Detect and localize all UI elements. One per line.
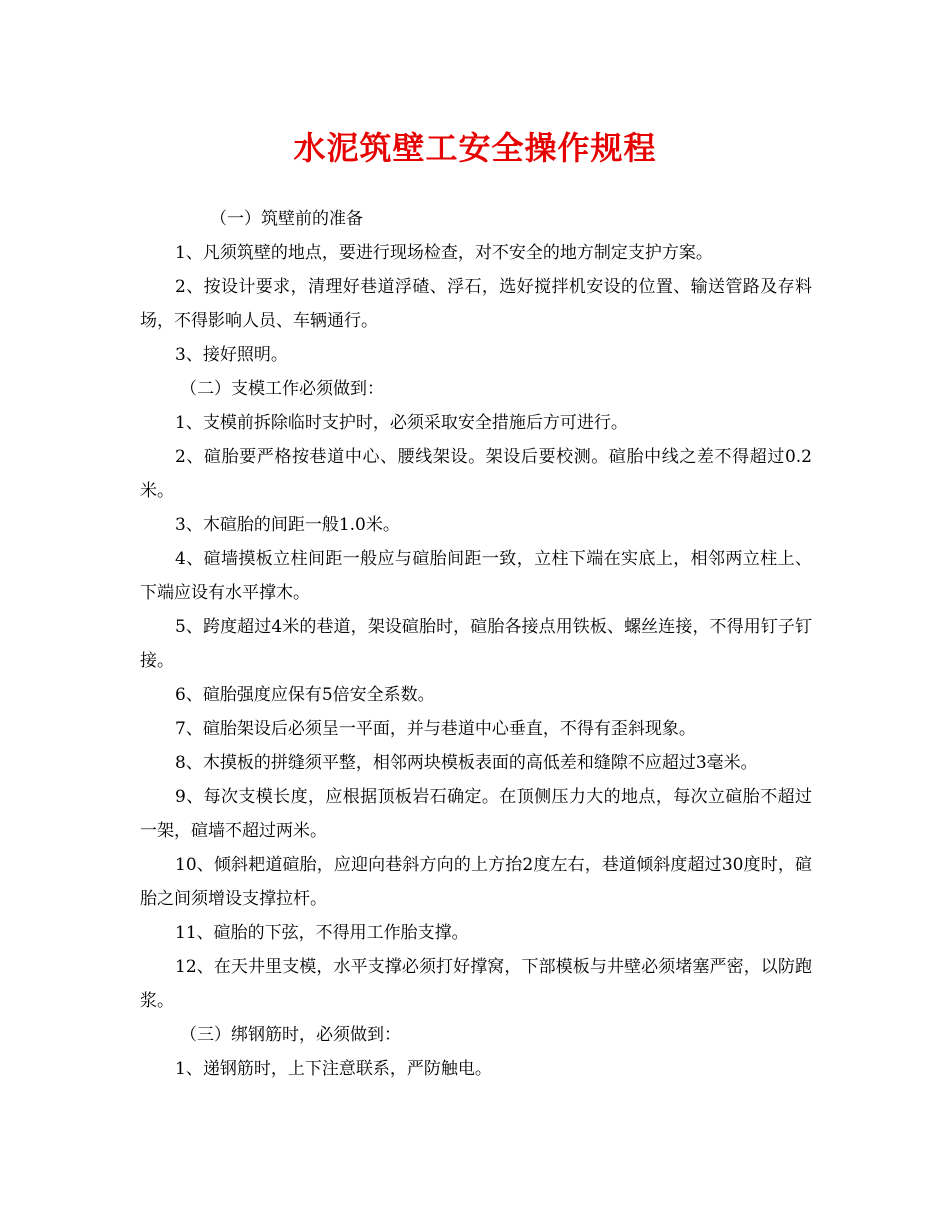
paragraph: 5、跨度超过4米的巷道，架设碹胎时，碹胎各接点用铁板、螺丝连接，不得用钉子钉接。 [140,617,812,671]
paragraph: 3、接好照明。 [175,345,288,365]
document-body [140,202,812,1086]
paragraph: 10、倾斜耙道碹胎，应迎向巷斜方向的上方抬2度左右，巷道倾斜度超过30度时，碹胎之间须增设支撑拉杆。 [140,855,812,909]
section-heading-2: （二）支模工作必须做到： [180,379,384,399]
paragraph: 4、碹墙摸板立柱间距一般应与碹胎间距一致，立柱下端在实底上，相邻两立柱上、下端应设有水平撑木。 [140,549,812,603]
section-heading-3: （三）绑钢筋时，必须做到： [180,1025,401,1045]
section-heading-1: （一）筑壁前的准备 [210,209,363,229]
paragraph: 11、碹胎的下弦，不得用工作胎支撑。 [175,923,469,943]
paragraph: 6、碹胎强度应保有5倍安全系数。 [175,685,435,705]
document-title: 水泥筑壁工安全操作规程 [293,129,657,167]
paragraph: 1、凡须筑壁的地点，要进行现场检查，对不安全的地方制定支护方案。 [175,243,713,263]
paragraph: 12、在天井里支模，水平支撑必须打好撑窝，下部模板与井壁必须堵塞严密，以防跑浆。 [140,957,812,1011]
paragraph: 9、每次支模长度，应根据顶板岩石确定。在顶侧压力大的地点，每次立碹胎不超过一架，碹墙不超过两米。 [140,787,812,841]
paragraph: 1、递钢筋时，上下注意联系，严防触电。 [175,1059,492,1079]
paragraph: 7、碹胎架设后必须呈一平面，并与巷道中心垂直，不得有歪斜现象。 [175,719,696,739]
paragraph: 3、木碹胎的间距一般1.0米。 [175,515,400,535]
paragraph: 2、按设计要求，清理好巷道浮碴、浮石，选好搅拌机安设的位置、输送管路及存料场，不得影响人员、车辆通行。 [140,277,812,331]
paragraph: 2、碹胎要严格按巷道中心、腰线架设。架设后要校测。碹胎中线之差不得超过0.2米。 [140,447,812,501]
paragraph: 8、木摸板的拼缝须平整，相邻两块模板表面的高低差和缝隙不应超过3毫米。 [175,753,758,773]
paragraph: 1、支模前拆除临时支护时，必须采取安全措施后方可进行。 [175,413,628,433]
